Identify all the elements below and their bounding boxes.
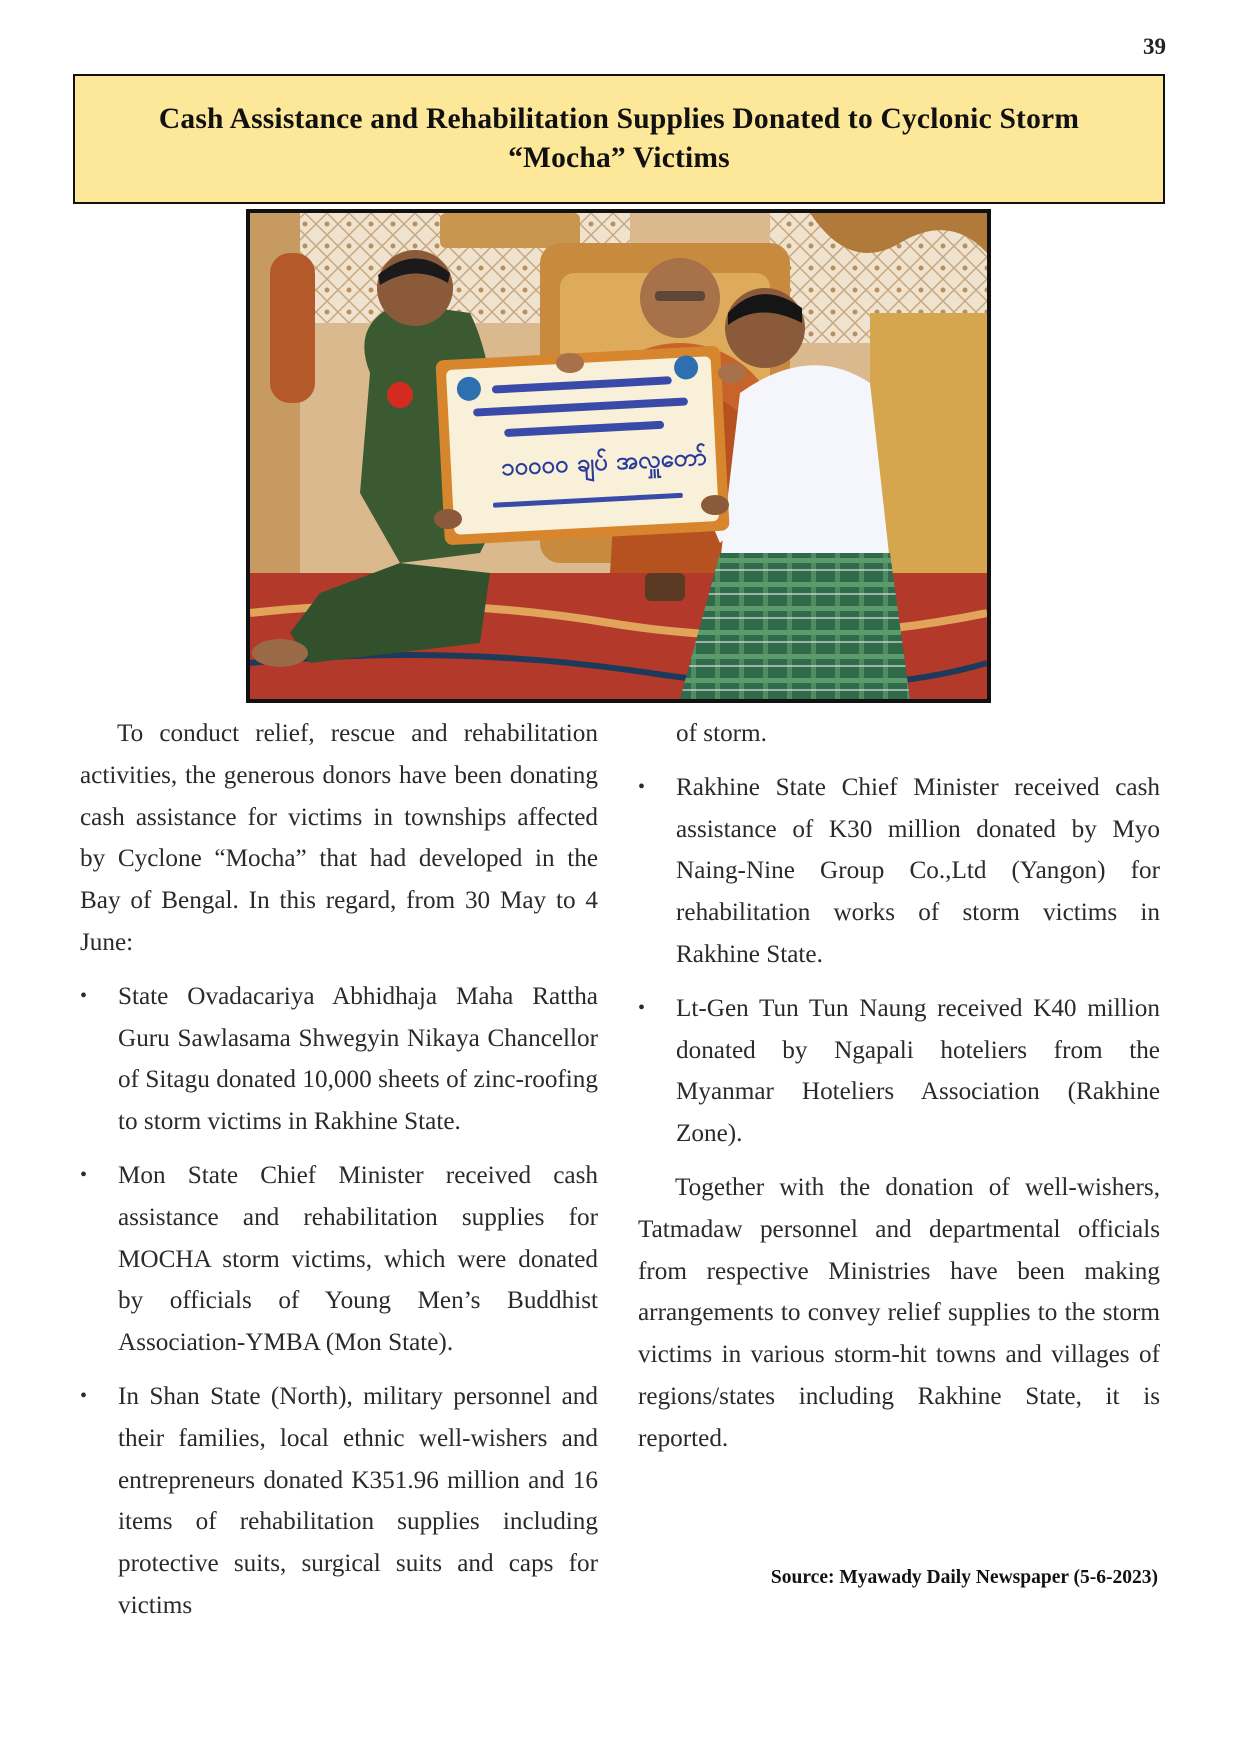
list-item: • Lt-Gen Tun Tun Naung received K40 million donated by Ngapali hoteliers from the Myanmar Hoteliers Association (Rakhine Zone). — [638, 988, 1160, 1155]
bullet-glyph: • — [80, 984, 88, 1007]
article-title — [159, 100, 1079, 178]
list-item-continuation: of storm. — [676, 720, 767, 747]
list-item: • Rakhine State Chief Minister received cash assistance of K30 million donated by Myo Naing-Nine Group Co.,Ltd (Yangon) for rehabilitation works of storm victims in Rakhine State. — [638, 767, 1160, 976]
left-column — [80, 713, 598, 1639]
side-chair-cushion — [270, 253, 315, 403]
donation-list-right — [638, 767, 1160, 1155]
man-white-shirt — [720, 365, 890, 563]
gold-panel — [870, 313, 987, 573]
page-number: 39 — [1143, 34, 1166, 59]
intro-paragraph: To conduct relief, rescue and rehabilitation activities, the generous donors have been donating cash assistance for victims in townships affected by Cyclone “Mocha” that had developed in the Bay of Bengal. In this regard, from 30 May to 4 June: — [80, 720, 598, 956]
donation-list-left — [80, 976, 598, 1627]
title-line-2: “Mocha” Victims — [508, 142, 730, 174]
banner-amount-text: ၁၀၀၀၀ ချပ် အလှူတော် — [500, 442, 708, 482]
list-item: • In Shan State (North), military personnel and their families, local ethnic well-wishers and entrepreneurs donated K351.96 million and 16 items of rehabilitation supplies including protective suits, surgical suits and caps for victims — [80, 1376, 598, 1627]
photo-illustration — [250, 213, 987, 699]
title-line-1: Cash Assistance and Rehabilitation Supplies Donated to Cyclonic Storm — [158, 103, 1080, 135]
bullet-glyph: • — [80, 1384, 88, 1407]
man-longyi — [680, 553, 910, 699]
bullet-glyph: • — [638, 996, 646, 1019]
list-item: • State Ovadacariya Abhidhaja Maha Rattha Guru Sawlasama Shwegyin Nikaya Chancellor of Sitagu donated 10,000 sheets of zinc-roofing to storm victims in Rakhine State. — [80, 976, 598, 1143]
source-credit: Source: Myawady Daily Newspaper (5-6-2023) — [770, 1567, 1158, 1588]
list-item: • Mon State Chief Minister received cash assistance and rehabilitation supplies for MOCHA storm victims, which were donated by officials of Young Men’s Buddhist Association-YMBA (Mon State). — [80, 1155, 598, 1364]
article-title-box — [73, 74, 1165, 204]
donation-ceremony-photo — [246, 209, 991, 703]
bullet-glyph: • — [80, 1163, 88, 1186]
right-column — [638, 713, 1160, 1472]
closing-paragraph: Together with the donation of well-wishers, Tatmadaw personnel and departmental officials from respective Ministries have been making arrangements to convey relief supplies to the storm victims in various storm-hit towns and villages of regions/states including Rakhine State, it is reported. — [638, 1173, 1160, 1452]
bullet-glyph: • — [638, 775, 646, 798]
